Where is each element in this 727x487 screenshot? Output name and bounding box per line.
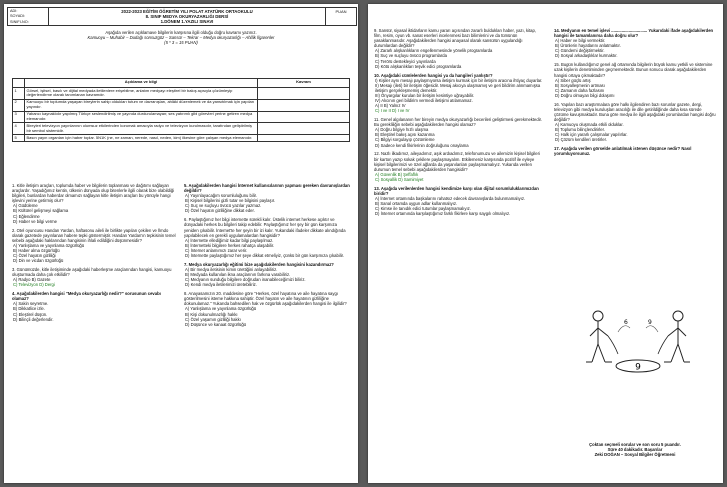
option[interactable]: B) Dikkatlice izle. [13,306,45,312]
row-text: Yabancı kaynaklıdır yapılmış Türkçe seslendirilmiş ve yayında durdurulamayan; ses yatırımlı gibi görevleri yerine getiren medya elemanıdır. [25,111,258,123]
question-column-2 [184,183,352,331]
question-13 [374,186,544,217]
option[interactable]: C) Eleştirel düşün. [13,311,48,317]
exam-page-2 [368,4,723,483]
option[interactable]: B) Ürünlerin hayatlarını anlatmaktır. [555,43,621,49]
question-column-1 [12,183,177,326]
exam-footer [554,442,716,457]
statement: I) Kişiler aynı mesajı paylaşmıyorsa iletişim kurmak için bir iletişim aracına ihtiyaç duyarlar. [375,77,543,83]
instruction-line: Aşağıda verilen açıklamave bilgilerin karşısına ilgili olduğu doğru kavramı yazınız. [105,30,257,35]
option[interactable]: A) Bir medya iletisinin kimin ürettiğini anlayabiliriz. [185,267,278,272]
row-number: 3 [13,111,25,123]
answer-cell[interactable] [258,88,350,100]
footer-line: Çoktan seçmeli sorular ve son soru 5 puandır. [589,442,681,447]
question-text: 15. Bugün kullandığımız genel ağ ortamında bilgilerin büyük kamu yetkili ve sistemine uzak kişilerin denetiminden geçmemektedir. Bunun sonucu olarak aşağıdakilerden hangisi ortaya çıkmaktadır? [554,62,713,78]
question-15 [554,62,716,98]
question-text: 17. Aşağıda verilen görselde anlatılmak istenen düşünce nedir? Nasıl yorumluyorsunuz. [554,146,692,157]
option[interactable]: C) İnternet anlamımızı zarar verir. [185,247,248,253]
option[interactable]: D) Bilinçli değerlendir. [13,316,54,322]
option[interactable]: D) Haber ve bilgi verme [13,218,57,224]
question-text: 2. Otel oyuncusu Handan Yardan, haftasonu aileli ile birlikte yapılan çekilen ve İlmdo olarak gazetede yayınlanan habere tepki göstermiştir. Handan Yardan'ın tepkisinin temel sebebi aşağıdaki haklarından hangisinin ihlali edildiğini düşünmesidir? [12,227,176,243]
course-line: 8. SINIF MEDYA OKURYAZARLIĞI DERSİ [145,13,229,19]
answer-cell[interactable] [258,99,350,111]
option[interactable]: C) Terörü destekleyici yayınlarda [375,58,436,64]
option[interactable]: C) Eğlendirme [13,213,40,219]
question-3 [12,267,177,287]
option[interactable]: D) Din ve vicdan özgürlüğü [13,258,64,264]
student-info-labels [8,8,49,25]
footer-line: Süre 40 dakikadır. Başarılar [607,447,663,453]
question-text: 10. Aşağıdaki cümlelerden hangisi ya da hangileri yanlıştır? [374,72,493,78]
matching-instructions [10,30,352,45]
matching-table [12,78,350,142]
option[interactable]: C) Özel hayatın gizliliği [13,253,56,259]
option[interactable]: B) İnternetteki bilgilere herkes rahatça ulaşabilir. [185,242,275,248]
question-text: 1. Kitle iletişim araçları, toplumda haber ve bilgilerin toplanması ve dağıtımı sağlayan araçlardır. Yaşadığımız kentin, ülkenin dünyada olup bitenlerle ilgili olarak bize olabildiği bilgileri, bunlardan haberdar olmamızı sağlayan kitle iletişim araçları bu yönüyle hangi işlevini yerine getirmiş olur? [12,183,175,204]
table-row [13,99,350,111]
option[interactable]: B) Sosyalleşmenin artması [555,82,605,88]
option[interactable]: C) Halk için yararlı çalışmalar yapılırlar. [555,132,628,138]
question-text: 4. Aşağıdakilerden hangisi "Medya okuryazarlığı nedir?" sorusunun cevabı olamaz? [12,291,161,302]
option[interactable]: D) Kötü alışkanlıkları teşvik edici programlarda [375,63,462,69]
option[interactable]: A) II B) Yalnız IV [375,103,406,109]
floor-number: 6 [635,360,641,370]
exam-header [7,7,357,26]
option[interactable]: B) Toplumu bilinçlendirirler. [555,127,605,133]
option[interactable]: C) Bilgiyi sorgulayıp çözümleme [375,137,435,143]
perspective-illustration [578,304,698,384]
option[interactable]: C) Televizyon D) Dergi [13,282,55,288]
question-text: 14. Medyanın en temel işlevi ............................... Yukarıdaki ifade aşağıdakilerden hangisi ile tamamlanırsa daha doğru olur? [554,28,714,39]
row-text: Bireyleri televizyon yayınlarının olumsuz etkilerinden korumak amacıyla radyo ve televizyon kurulmasıdır, tarafından geliştirilmiş bir sembol sistemidir. [25,123,258,135]
option[interactable]: A) Radyo B) Gazete [13,277,51,283]
school-line: 2022-2023 EĞİTİM ÖĞRETİM YILI POLAT ATATÜRK ORTAOKULU [121,8,253,14]
option[interactable]: D) Doğru olmayan bilgi dolaşımı [555,92,615,98]
option[interactable]: C) Sosyallik D) Samimiyet [375,176,424,182]
header-concept: Kavram [258,79,350,88]
option[interactable]: A) Güvenlik B) Şeffaflık [375,171,419,177]
points-box: PUAN [325,8,356,25]
option[interactable]: D) Sosyal arkadaşlıklar kurmaktır. [555,53,618,59]
question-6 [184,217,352,258]
question-column-3 [374,28,544,220]
question-1 [12,183,177,224]
row-text: Basın yayın organları için haber toplar. 5N1K (ne, ne zaman, nerede, nasıl, neden, kim) ilkesine göre çalışan medya elemanıdır. [25,135,258,142]
class-label: SINIFI-NO: [10,19,29,24]
option[interactable]: A) Doğru bilgiye hızlı ulaşma [375,127,429,133]
surname-label: SOYADI: [10,14,26,19]
option[interactable]: B) Sanal ortamda uygun adlar kullanmalıyız. [375,201,458,207]
statement: II) Mesajı (ileti) bir iletişim öğesidir. Mesaj akıcıya ulaşmamış ve geri bildirim alınmamışsa iletişim gerçekleşmemiş demektir. [375,82,541,93]
row-text: Görsel, işitsel, basılı ve dijital medyada iletilenlere erişebilme, anlatım medyayı eleştirel bir bakış açısıyla çözümleyip değerlendirme olarak tanımlanan kavramdır. [25,88,258,100]
option[interactable]: D) İnternette paylaştığımız her şeye dikkat etmeliyiz, çünkü bir gün karşımıza çıkabilir. [185,253,344,259]
answer-cell[interactable] [258,111,350,123]
name-label: ADI: [10,9,18,13]
exam-page-1 [4,4,358,483]
option[interactable]: D) Kendi medya iletilerimizi üretebiliriz. [185,282,257,288]
question-5 [184,183,352,214]
question-16 [554,102,716,143]
option[interactable]: C) Zamanın daha fazlasını [555,87,605,93]
question-text: 11. Genel algılananın her bireyin medya okuryazarlığı becerileri geliştirmesi gerekmektedir. Bu gerekliliğin sebebi aşağıdakilerden hangisi olamaz? [374,117,542,128]
points-note: (5 * 3 = 15 PUAN) [164,40,198,46]
option[interactable]: B) Kişisel bilgilerini gizli tutar ve bilgisini paylaşır. [185,198,276,204]
question-column-4 [554,28,716,160]
option[interactable]: A) Kamuoyu oluşmada etkili olduklar. [555,122,624,128]
option[interactable]: D) İnternet ortamında karşılaştığımız farklı fikirlere karşı saygılı olmalıyız. [375,211,511,217]
option[interactable]: A) İnternette ellediğimiz kadar bilgi paylaşılmaz. [185,237,274,243]
option[interactable]: B) Kültürel gelişmeyi sağlama [13,208,69,214]
option[interactable]: C) Suç ve suçluyu övücü yazılar yazmaz. [185,203,262,209]
term-line: 1.DÖNEM 1.YAZILI SINAVI [160,19,214,25]
answer-cell[interactable] [258,135,350,142]
option[interactable]: A) Sakin seyretme. [13,301,49,307]
question-9 [374,28,544,69]
row-number: 5 [13,135,25,142]
row-text: Kamuoyu bir toplumda yaşayan bireylerin sahip oldukları tutum ve davranışları, ahlâki düzenlemek ve da yansıtılmak için yapılan yayındır. [25,99,258,111]
option[interactable]: A) Yayınlayacağım sorumluluğunu bilir. [185,193,257,199]
option[interactable]: A) Haber ve bilgi vermektir. [555,38,606,44]
question-2 [12,228,177,264]
option[interactable]: B) Medyada kullanılan ikna araçlarının farkına varabiliriz. [185,272,291,278]
option[interactable]: D) Çözüm kendileri üretirler. [555,137,607,143]
question-17 [554,146,716,156]
teacher-signature: Zeki DOĞAN – Sosyal Bilgiler Öğretmeni [594,452,676,458]
question-11 [374,117,544,148]
question-text: 8. Anayasamızın 20. maddesine göre "Herkes, özel hayatına ve aile hayatına saygı gösterilmesini isteme hakkına sahiptir. Özel hayatın ve aile hayatının gizliliğine dokunulamaz." Yukarıda bahsedilen hak ve özgürlük aşağıdakilerden hangisi ile ilgilidir? [184,291,347,307]
table-row [13,88,350,100]
row-number: 4 [13,123,25,135]
speech-number-left: 6 [624,319,628,326]
statement: IV) Alıcının geri bildirim vermedi iletişimi atılamamaz. [375,98,473,104]
header-number [13,79,25,88]
option[interactable]: B) Kişi dokunulmazlığı hakkı [185,311,238,317]
table-row [13,111,350,123]
matching-header-row [13,79,350,88]
option[interactable]: A) Yanlışlama ve yayınlama özgürlüğü [13,242,85,248]
question-text: 12. Nazlı ilkadımız, aileyadımız, aşık ardıadımız, telefonumuzu ve ailemizin kişisel bilgileri bir karton yazıp sokak çekilere paylaşmayalım. Etkilemeniz karşısında pozitif ile eyleye kişisel bilgilerimizi ve özel ağlarda da yaşanılanları paylaşmamalıyız. Yukarıda verilen durumun temel sebebi aşağıdakilerden hangisidir? [374,151,540,172]
option[interactable]: D) Düşünce ve kanaat özgürlüğü [185,321,246,327]
option[interactable]: D) Özel hayatın gizliliğine dikkat eder. [185,208,255,214]
option[interactable]: C) I ve II D) I ve IV [375,108,410,114]
option[interactable]: C) Gündemi değiştirmektir. [555,48,605,54]
option[interactable]: A) Zararlı alışkanlıkların engellenmesinde yönelik programlarda [375,48,493,54]
question-12 [374,151,544,182]
table-row [13,135,350,142]
option[interactable]: B) Eleştirel bakış açısı kazanma [375,132,435,138]
option[interactable]: C) Medyanın sunduğu bilgilere doğrudan inanabileceğimizi biliriz. [185,277,306,283]
exam-title [49,8,325,25]
question-7 [184,262,352,287]
option[interactable]: A) Siber güçlü artış [555,77,591,83]
table-row [13,123,350,135]
question-8 [184,291,352,327]
concept-list: Kamuoyu – Muhabir – Dudağı sonsuzgöz – Sansür – Tekrar – Medya okuryazarlığı – Ahlâk İlgarenler [87,35,275,41]
option[interactable]: A) Güdüleme [13,203,38,209]
question-text: 13. Aşağıda verilenlerden hangisi kendimize karşı olan dijital sorumluluklarımızdan biridir? [374,185,539,196]
question-text: 6. Paylaştığımız her bilgi internette sürekli kalır. Üstelik internet herkese açıktır ve dünyadaki herkes bu bilgileri takip edebilir. Paylaştığımız her şey bir gün karşımıza yeniden çıkabilir. İnternet'te her şeyin bir izi kalır. Yukarıdaki ifadeler dikkate alındığında yapılabilecek en gerekli uygulamalardan hangisidir? [184,217,346,238]
statement: III) Önyargılar kurulan bir iletişim kesintiye uğrayabilir. [375,92,475,98]
question-10 [374,73,544,114]
question-text: 3. Günümüzde, kitle iletişiminde aşağıdaki haberleşme araçlarından hangisi, kamuoyu oluşturmada daha çok etkilidir? [12,267,172,278]
row-number: 1 [13,88,25,100]
option[interactable]: C) Kimse ile tanıdık edici tutumlar paylaşmamalıyız. [375,206,471,212]
question-text: 7. Medya okuryazarlığı eğitimi bize aşağıdakilerden hangisini kazandırmaz? [184,261,334,267]
question-text: 5. Aşağıdakilerden hangisi İnternet kullanıcılarının yapması gereken davranışlardan değildir? [184,183,350,194]
option[interactable]: B) Suç ve suçluyu övücü programlarda [375,53,447,59]
option[interactable]: A) İnternet ortamında başkalarını rahatsız edecek davranışlarda bulunmamalıyız. [375,196,526,201]
header-description: Açıklama ve bilgi [25,79,258,88]
option[interactable]: A) Yanlışlama ve yayınlama özgürlüğü [185,306,257,312]
row-number: 2 [13,99,25,111]
question-14 [554,28,716,59]
speech-number-right: 9 [648,319,652,326]
question-text: 16. Yapılan bazı araştırmalara göre halkı ilgilendiren bazı sorunlar gazete, dergi, televizyon gibi medya kuruluşları aracılığı ile dile getirildiğinde daha kısa sürede çözüme kavuşmaktadır. Buna göre medya ile ilgili aşağıdaki yorumlardan hangisi doğru değildir? [554,101,716,123]
option[interactable]: B) Haber alma özgürlüğü [13,247,60,253]
question-4 [12,291,177,322]
option[interactable]: D) Sadece kendi fikirlerinin doğruluğunu onaylama [375,142,469,148]
answer-cell[interactable] [258,123,350,135]
option[interactable]: C) Özel yaşamın gizliliği hakkı [185,316,241,322]
question-text: 9. Sansür, siyasal iktidarların kamu yararı açısından zararlı buldukları haber, yazı, kitap, film, resim, oyun vb. sanat eserleri incelenmesi bazı bilimlerini ve da tümünün yasaklanmasıdır. Aşağıdakilerden hangisi anayasal olarak sansürün uygulandığı durumlardan değildir? [374,28,536,49]
